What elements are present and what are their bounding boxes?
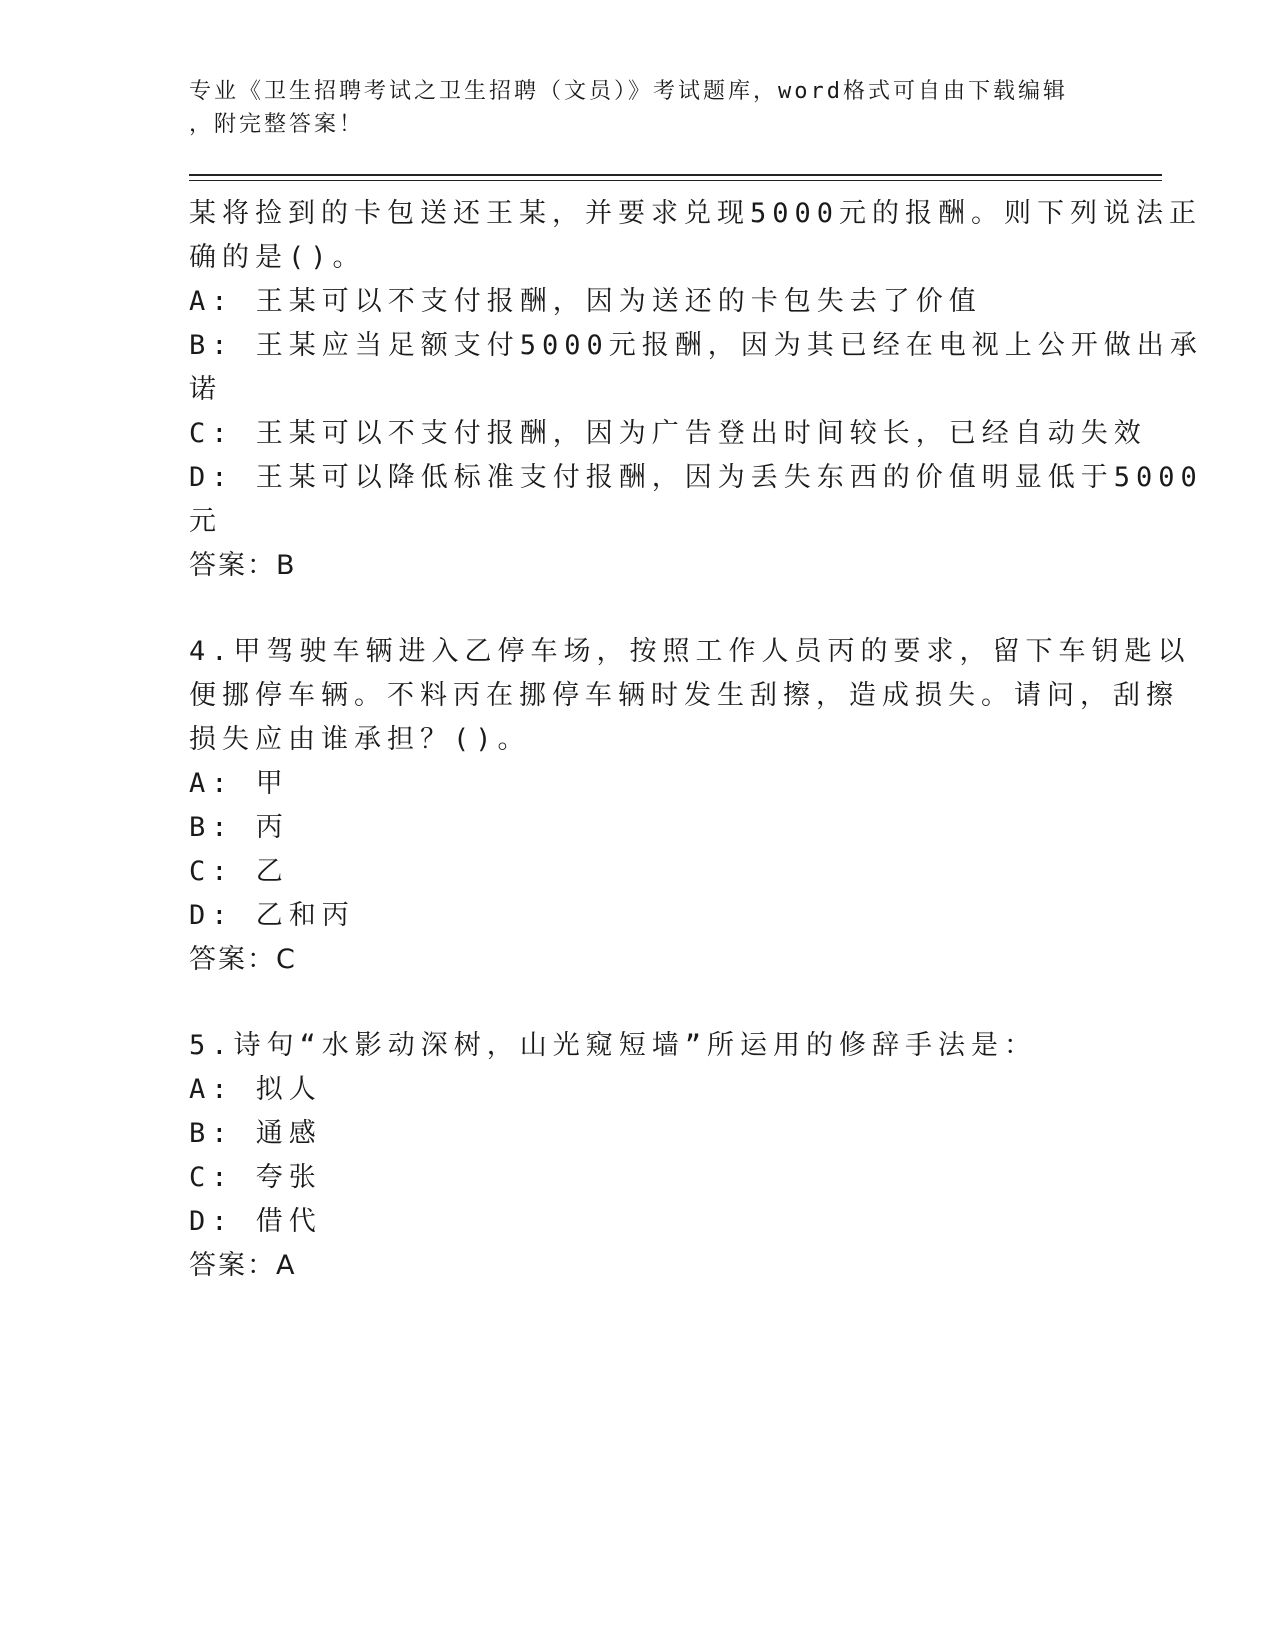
question-5-answer: 答案：A [189, 1250, 297, 1281]
question-4-option-d: D: 乙和丙 [189, 900, 355, 931]
header-divider-bottom [189, 180, 1162, 181]
question-4-stem-line-2: 便挪停车辆。不料丙在挪停车辆时发生刮擦，造成损失。请问，刮擦 [189, 680, 1179, 711]
question-5-stem-line-1: 5.诗句“水影动深树，山光窥短墙”所运用的修辞手法是： [189, 1030, 1038, 1061]
question-3-stem-line-2: 确的是()。 [189, 242, 366, 273]
question-3-answer: 答案：B [189, 550, 297, 581]
question-4-stem-line-1: 4.甲驾驶车辆进入乙停车场，按照工作人员丙的要求，留下车钥匙以 [189, 636, 1191, 667]
question-3-option-d-line-2: 元 [189, 506, 222, 537]
question-4-stem-line-3: 损失应由谁承担？()。 [189, 724, 531, 755]
question-3-option-b-line-2: 诺 [189, 374, 222, 405]
question-5-option-b: B: 通感 [189, 1118, 322, 1149]
question-3-stem-line-1: 某将捡到的卡包送还王某，并要求兑现5000元的报酬。则下列说法正 [189, 198, 1203, 229]
question-5-option-c: C: 夸张 [189, 1162, 322, 1193]
question-4-option-c: C: 乙 [189, 856, 289, 887]
question-3-option-a: A: 王某可以不支付报酬，因为送还的卡包失去了价值 [189, 286, 982, 317]
question-3-option-c: C: 王某可以不支付报酬，因为广告登出时间较长，已经自动失效 [189, 418, 1147, 449]
question-4-answer: 答案：C [189, 944, 297, 975]
header-title-line-2: ，附完整答案！ [189, 112, 365, 137]
question-5-option-a: A: 拟人 [189, 1074, 322, 1105]
header-title-line-1: 专业《卫生招聘考试之卫生招聘（文员）》考试题库，word格式可自由下载编辑 [189, 79, 1068, 104]
header-divider-top [189, 174, 1162, 176]
question-3-option-d-line-1: D: 王某可以降低标准支付报酬，因为丢失东西的价值明显低于5000 [189, 462, 1203, 493]
question-3-option-b-line-1: B: 王某应当足额支付5000元报酬，因为其已经在电视上公开做出承 [189, 330, 1203, 361]
question-4-option-b: B: 丙 [189, 812, 289, 843]
question-4-option-a: A: 甲 [189, 768, 289, 799]
question-5-option-d: D: 借代 [189, 1206, 322, 1237]
